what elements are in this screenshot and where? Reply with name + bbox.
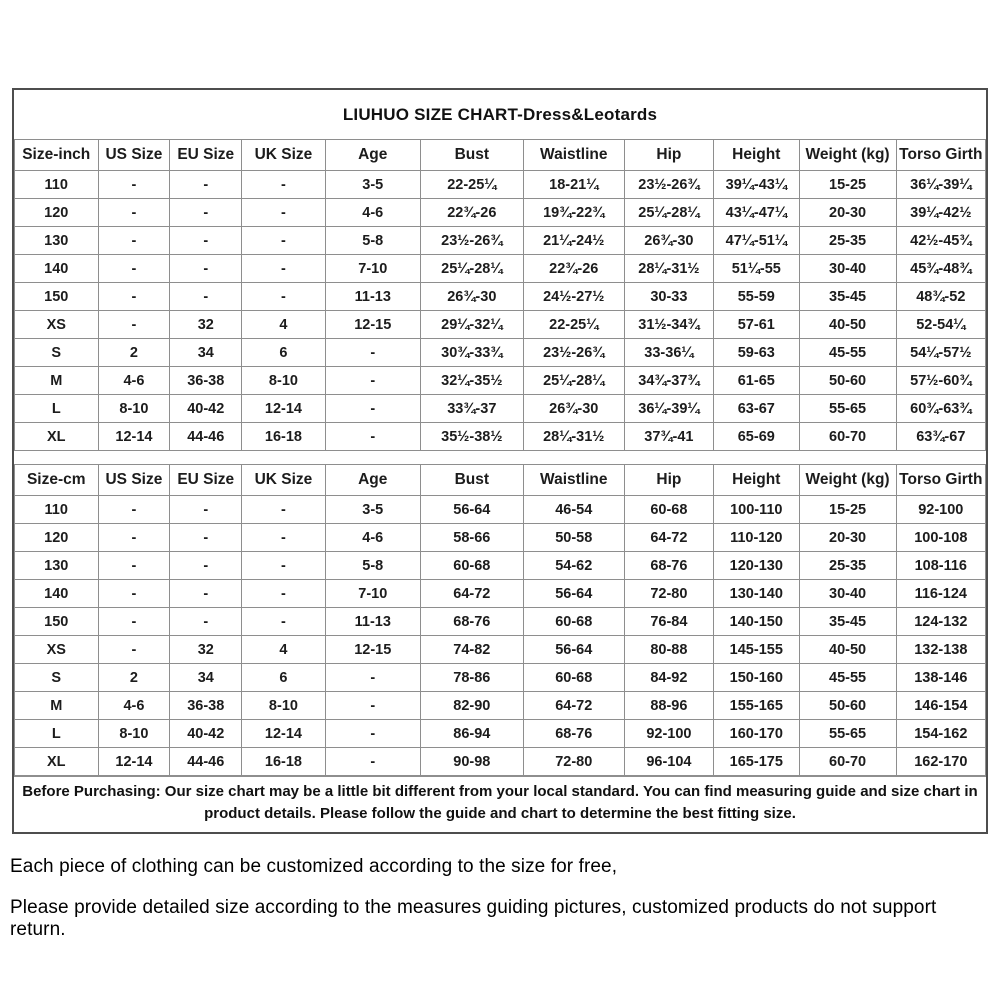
column-header: Waistline: [523, 465, 624, 496]
table-row: [15, 692, 986, 720]
before-purchasing-note: Before Purchasing: Our size chart may be a little bit different from your local standard. You can find measuring guide and size chart in product details. Please follow the guide and chart to determine the best fitting size.: [14, 776, 986, 832]
table-cell: 16-18: [242, 423, 326, 451]
table-cell: 20-30: [799, 199, 896, 227]
table-cell: 55-59: [714, 283, 799, 311]
column-header: Weight (kg): [799, 140, 896, 171]
table-cell: 6: [242, 664, 326, 692]
table-cell: 39¼-43¼: [714, 171, 799, 199]
table-cell: -: [170, 171, 242, 199]
table-cell: -: [325, 692, 420, 720]
table-cell: -: [242, 283, 326, 311]
table-row: [15, 552, 986, 580]
column-header: Height: [714, 465, 799, 496]
size-table-cm-header: [15, 465, 986, 496]
table-cell: 110-120: [714, 524, 799, 552]
table-cell: 40-50: [799, 636, 896, 664]
table-cell: 50-60: [799, 367, 896, 395]
table-cell: 56-64: [523, 580, 624, 608]
table-cell: 108-116: [896, 552, 985, 580]
table-cell: -: [98, 496, 170, 524]
size-table-inch-body: [15, 171, 986, 451]
table-cell: 45¾-48¾: [896, 255, 985, 283]
table-cell: 20-30: [799, 524, 896, 552]
size-label-cell: M: [15, 367, 99, 395]
table-cell: 22¾-26: [523, 255, 624, 283]
column-header: Age: [325, 465, 420, 496]
table-cell: 40-50: [799, 311, 896, 339]
size-label-cell: L: [15, 395, 99, 423]
table-cell: -: [98, 227, 170, 255]
table-cell: 58-66: [420, 524, 523, 552]
table-cell: 35-45: [799, 608, 896, 636]
table-cell: 55-65: [799, 395, 896, 423]
table-cell: -: [170, 496, 242, 524]
size-table-cm-body: [15, 496, 986, 776]
column-header: Weight (kg): [799, 465, 896, 496]
table-cell: 28¼-31½: [624, 255, 713, 283]
table-cell: 18-21¼: [523, 171, 624, 199]
table-cell: 32: [170, 636, 242, 664]
table-cell: 150-160: [714, 664, 799, 692]
table-cell: 43¼-47¼: [714, 199, 799, 227]
column-header: UK Size: [242, 140, 326, 171]
table-cell: 44-46: [170, 748, 242, 776]
table-cell: -: [98, 580, 170, 608]
table-cell: 4-6: [325, 199, 420, 227]
table-cell: 54¼-57½: [896, 339, 985, 367]
table-cell: 7-10: [325, 255, 420, 283]
table-cell: 12-15: [325, 311, 420, 339]
size-label-cell: 110: [15, 496, 99, 524]
size-chart-title: LIUHUO SIZE CHART-Dress&Leotards: [342, 104, 658, 124]
table-cell: 22¾-26: [420, 199, 523, 227]
table-cell: 145-155: [714, 636, 799, 664]
table-cell: 22-25¼: [420, 171, 523, 199]
table-cell: -: [98, 608, 170, 636]
size-chart-panel: [12, 88, 988, 834]
table-cell: -: [242, 552, 326, 580]
table-cell: 12-15: [325, 636, 420, 664]
table-cell: 19¾-22¾: [523, 199, 624, 227]
table-cell: 33-36¼: [624, 339, 713, 367]
table-cell: 3-5: [325, 496, 420, 524]
table-cell: 21¼-24½: [523, 227, 624, 255]
table-cell: 39¼-42½: [896, 199, 985, 227]
table-cell: -: [170, 524, 242, 552]
table-cell: 29¼-32¼: [420, 311, 523, 339]
table-row: [15, 227, 986, 255]
table-cell: 25-35: [799, 552, 896, 580]
table-cell: -: [242, 171, 326, 199]
table-cell: 30-40: [799, 580, 896, 608]
table-cell: 63¾-67: [896, 423, 985, 451]
table-cell: 78-86: [420, 664, 523, 692]
table-cell: 35-45: [799, 283, 896, 311]
table-cell: 30-40: [799, 255, 896, 283]
table-cell: 25¼-28¼: [420, 255, 523, 283]
table-cell: 6: [242, 339, 326, 367]
table-cell: -: [98, 199, 170, 227]
table-cell: 51¼-55: [714, 255, 799, 283]
table-cell: 45-55: [799, 339, 896, 367]
table-cell: 4-6: [98, 692, 170, 720]
table-cell: -: [325, 367, 420, 395]
table-row: [15, 367, 986, 395]
table-cell: 28¼-31½: [523, 423, 624, 451]
column-header: US Size: [98, 465, 170, 496]
table-row: [15, 496, 986, 524]
size-label-cell: S: [15, 664, 99, 692]
size-label-cell: 120: [15, 524, 99, 552]
table-cell: 100-108: [896, 524, 985, 552]
table-cell: -: [170, 283, 242, 311]
table-cell: 80-88: [624, 636, 713, 664]
table-cell: 11-13: [325, 608, 420, 636]
size-label-cell: 120: [15, 199, 99, 227]
table-cell: -: [98, 524, 170, 552]
column-header: Torso Girth: [896, 465, 985, 496]
column-header: EU Size: [170, 465, 242, 496]
table-cell: 5-8: [325, 552, 420, 580]
size-label-cell: 150: [15, 283, 99, 311]
table-cell: 31½-34¾: [624, 311, 713, 339]
table-cell: -: [325, 748, 420, 776]
table-cell: 68-76: [624, 552, 713, 580]
customization-line-1: Each piece of clothing can be customized according to the size for free,: [10, 856, 618, 877]
table-cell: 4-6: [98, 367, 170, 395]
table-cell: 33¾-37: [420, 395, 523, 423]
size-label-cell: 150: [15, 608, 99, 636]
table-cell: 74-82: [420, 636, 523, 664]
table-cell: 36-38: [170, 692, 242, 720]
table-cell: 60-70: [799, 748, 896, 776]
table-cell: -: [98, 636, 170, 664]
size-label-cell: XS: [15, 311, 99, 339]
table-cell: 52-54¼: [896, 311, 985, 339]
table-cell: 8-10: [98, 720, 170, 748]
table-cell: -: [98, 552, 170, 580]
table-cell: 63-67: [714, 395, 799, 423]
table-cell: 26¾-30: [624, 227, 713, 255]
size-label-cell: 130: [15, 552, 99, 580]
table-row: [15, 255, 986, 283]
table-cell: 40-42: [170, 395, 242, 423]
table-row: [15, 311, 986, 339]
table-cell: 124-132: [896, 608, 985, 636]
table-cell: 60-68: [624, 496, 713, 524]
column-header: Hip: [624, 465, 713, 496]
table-row: [15, 608, 986, 636]
table-cell: -: [98, 171, 170, 199]
table-cell: 8-10: [242, 367, 326, 395]
table-cell: -: [242, 496, 326, 524]
size-label-cell: 140: [15, 580, 99, 608]
size-label-cell: S: [15, 339, 99, 367]
table-cell: -: [170, 227, 242, 255]
table-cell: 50-58: [523, 524, 624, 552]
table-row: [15, 171, 986, 199]
column-header: Age: [325, 140, 420, 171]
column-header: Torso Girth: [896, 140, 985, 171]
table-cell: 8-10: [242, 692, 326, 720]
table-cell: 61-65: [714, 367, 799, 395]
size-table-inch-header: [15, 140, 986, 171]
table-cell: 72-80: [523, 748, 624, 776]
table-cell: 60-70: [799, 423, 896, 451]
table-cell: -: [325, 720, 420, 748]
table-cell: -: [98, 311, 170, 339]
table-cell: 11-13: [325, 283, 420, 311]
table-cell: 82-90: [420, 692, 523, 720]
table-cell: 12-14: [242, 720, 326, 748]
header-row: [15, 140, 986, 171]
table-cell: 25¼-28¼: [624, 199, 713, 227]
customization-notice: [10, 856, 995, 960]
column-header: Bust: [420, 140, 523, 171]
table-cell: -: [325, 664, 420, 692]
table-cell: 12-14: [98, 423, 170, 451]
table-cell: 72-80: [624, 580, 713, 608]
size-label-cell: L: [15, 720, 99, 748]
table-cell: 57-61: [714, 311, 799, 339]
table-cell: 132-138: [896, 636, 985, 664]
table-cell: 56-64: [523, 636, 624, 664]
table-cell: 2: [98, 339, 170, 367]
table-cell: 140-150: [714, 608, 799, 636]
column-header: Bust: [420, 465, 523, 496]
table-cell: 165-175: [714, 748, 799, 776]
table-spacer: [14, 451, 986, 464]
table-cell: -: [170, 608, 242, 636]
table-cell: 130-140: [714, 580, 799, 608]
table-cell: -: [98, 255, 170, 283]
table-row: [15, 636, 986, 664]
table-cell: 35½-38½: [420, 423, 523, 451]
table-cell: 44-46: [170, 423, 242, 451]
size-label-cell: XL: [15, 748, 99, 776]
table-row: [15, 199, 986, 227]
table-cell: 55-65: [799, 720, 896, 748]
column-header: Size-cm: [15, 465, 99, 496]
table-cell: 26¾-30: [420, 283, 523, 311]
table-cell: 160-170: [714, 720, 799, 748]
table-cell: 36¼-39¼: [624, 395, 713, 423]
table-cell: 23½-26¾: [420, 227, 523, 255]
size-label-cell: 130: [15, 227, 99, 255]
table-cell: 2: [98, 664, 170, 692]
table-cell: 24½-27½: [523, 283, 624, 311]
size-label-cell: XL: [15, 423, 99, 451]
table-cell: -: [325, 395, 420, 423]
table-row: [15, 395, 986, 423]
table-cell: 34¾-37¾: [624, 367, 713, 395]
column-header: Hip: [624, 140, 713, 171]
table-cell: 96-104: [624, 748, 713, 776]
table-cell: 34: [170, 339, 242, 367]
header-row: [15, 465, 986, 496]
table-cell: 64-72: [420, 580, 523, 608]
table-row: [15, 524, 986, 552]
table-cell: 37¾-41: [624, 423, 713, 451]
table-cell: -: [242, 199, 326, 227]
table-cell: 76-84: [624, 608, 713, 636]
table-cell: 40-42: [170, 720, 242, 748]
table-cell: 23½-26¾: [523, 339, 624, 367]
table-cell: -: [242, 255, 326, 283]
table-cell: 154-162: [896, 720, 985, 748]
table-cell: -: [98, 283, 170, 311]
table-cell: -: [170, 199, 242, 227]
table-cell: 4: [242, 636, 326, 664]
size-table-inch: [14, 139, 986, 451]
table-cell: 86-94: [420, 720, 523, 748]
table-cell: 4: [242, 311, 326, 339]
table-cell: 60-68: [420, 552, 523, 580]
table-cell: 22-25¼: [523, 311, 624, 339]
table-cell: 56-64: [420, 496, 523, 524]
table-cell: 34: [170, 664, 242, 692]
table-cell: 50-60: [799, 692, 896, 720]
size-label-cell: XS: [15, 636, 99, 664]
table-row: [15, 748, 986, 776]
table-cell: 64-72: [624, 524, 713, 552]
table-cell: 68-76: [523, 720, 624, 748]
table-cell: 100-110: [714, 496, 799, 524]
table-cell: 65-69: [714, 423, 799, 451]
table-cell: 36-38: [170, 367, 242, 395]
table-cell: 3-5: [325, 171, 420, 199]
table-cell: -: [170, 552, 242, 580]
table-row: [15, 664, 986, 692]
table-cell: -: [325, 423, 420, 451]
table-cell: 47¼-51¼: [714, 227, 799, 255]
table-row: [15, 339, 986, 367]
table-cell: 92-100: [624, 720, 713, 748]
table-cell: 5-8: [325, 227, 420, 255]
table-cell: 116-124: [896, 580, 985, 608]
table-cell: 4-6: [325, 524, 420, 552]
table-cell: 84-92: [624, 664, 713, 692]
table-cell: 25-35: [799, 227, 896, 255]
table-cell: 12-14: [98, 748, 170, 776]
table-cell: 23½-26¾: [624, 171, 713, 199]
table-row: [15, 423, 986, 451]
table-cell: 64-72: [523, 692, 624, 720]
table-cell: 90-98: [420, 748, 523, 776]
table-cell: 30¾-33¾: [420, 339, 523, 367]
table-cell: 54-62: [523, 552, 624, 580]
table-cell: 15-25: [799, 171, 896, 199]
table-cell: 57½-60¾: [896, 367, 985, 395]
column-header: Height: [714, 140, 799, 171]
table-cell: 92-100: [896, 496, 985, 524]
customization-line-2: Please provide detailed size according to the measures guiding pictures, customized products do not support return.: [10, 897, 937, 940]
table-cell: 155-165: [714, 692, 799, 720]
table-cell: 60-68: [523, 608, 624, 636]
column-header: EU Size: [170, 140, 242, 171]
table-cell: 32: [170, 311, 242, 339]
table-cell: 36¼-39¼: [896, 171, 985, 199]
table-cell: 48¾-52: [896, 283, 985, 311]
column-header: UK Size: [242, 465, 326, 496]
table-cell: -: [242, 524, 326, 552]
table-cell: 88-96: [624, 692, 713, 720]
size-table-cm: [14, 464, 986, 776]
table-cell: 59-63: [714, 339, 799, 367]
table-cell: 16-18: [242, 748, 326, 776]
table-row: [15, 720, 986, 748]
table-cell: 32¼-35½: [420, 367, 523, 395]
table-cell: 25¼-28¼: [523, 367, 624, 395]
table-cell: 60¾-63¾: [896, 395, 985, 423]
column-header: US Size: [98, 140, 170, 171]
table-cell: 68-76: [420, 608, 523, 636]
table-cell: 60-68: [523, 664, 624, 692]
table-cell: -: [170, 580, 242, 608]
table-cell: 15-25: [799, 496, 896, 524]
table-cell: 46-54: [523, 496, 624, 524]
table-cell: -: [170, 255, 242, 283]
table-row: [15, 283, 986, 311]
table-cell: 138-146: [896, 664, 985, 692]
table-row: [15, 580, 986, 608]
table-cell: 42½-45¾: [896, 227, 985, 255]
table-cell: 30-33: [624, 283, 713, 311]
table-cell: 45-55: [799, 664, 896, 692]
table-cell: -: [242, 608, 326, 636]
size-label-cell: 110: [15, 171, 99, 199]
table-cell: -: [242, 227, 326, 255]
table-cell: 146-154: [896, 692, 985, 720]
table-cell: 162-170: [896, 748, 985, 776]
table-cell: 7-10: [325, 580, 420, 608]
table-cell: -: [325, 339, 420, 367]
column-header: Size-inch: [15, 140, 99, 171]
table-cell: -: [242, 580, 326, 608]
size-label-cell: 140: [15, 255, 99, 283]
table-cell: 8-10: [98, 395, 170, 423]
table-cell: 26¾-30: [523, 395, 624, 423]
table-cell: 12-14: [242, 395, 326, 423]
column-header: Waistline: [523, 140, 624, 171]
table-cell: 120-130: [714, 552, 799, 580]
size-label-cell: M: [15, 692, 99, 720]
